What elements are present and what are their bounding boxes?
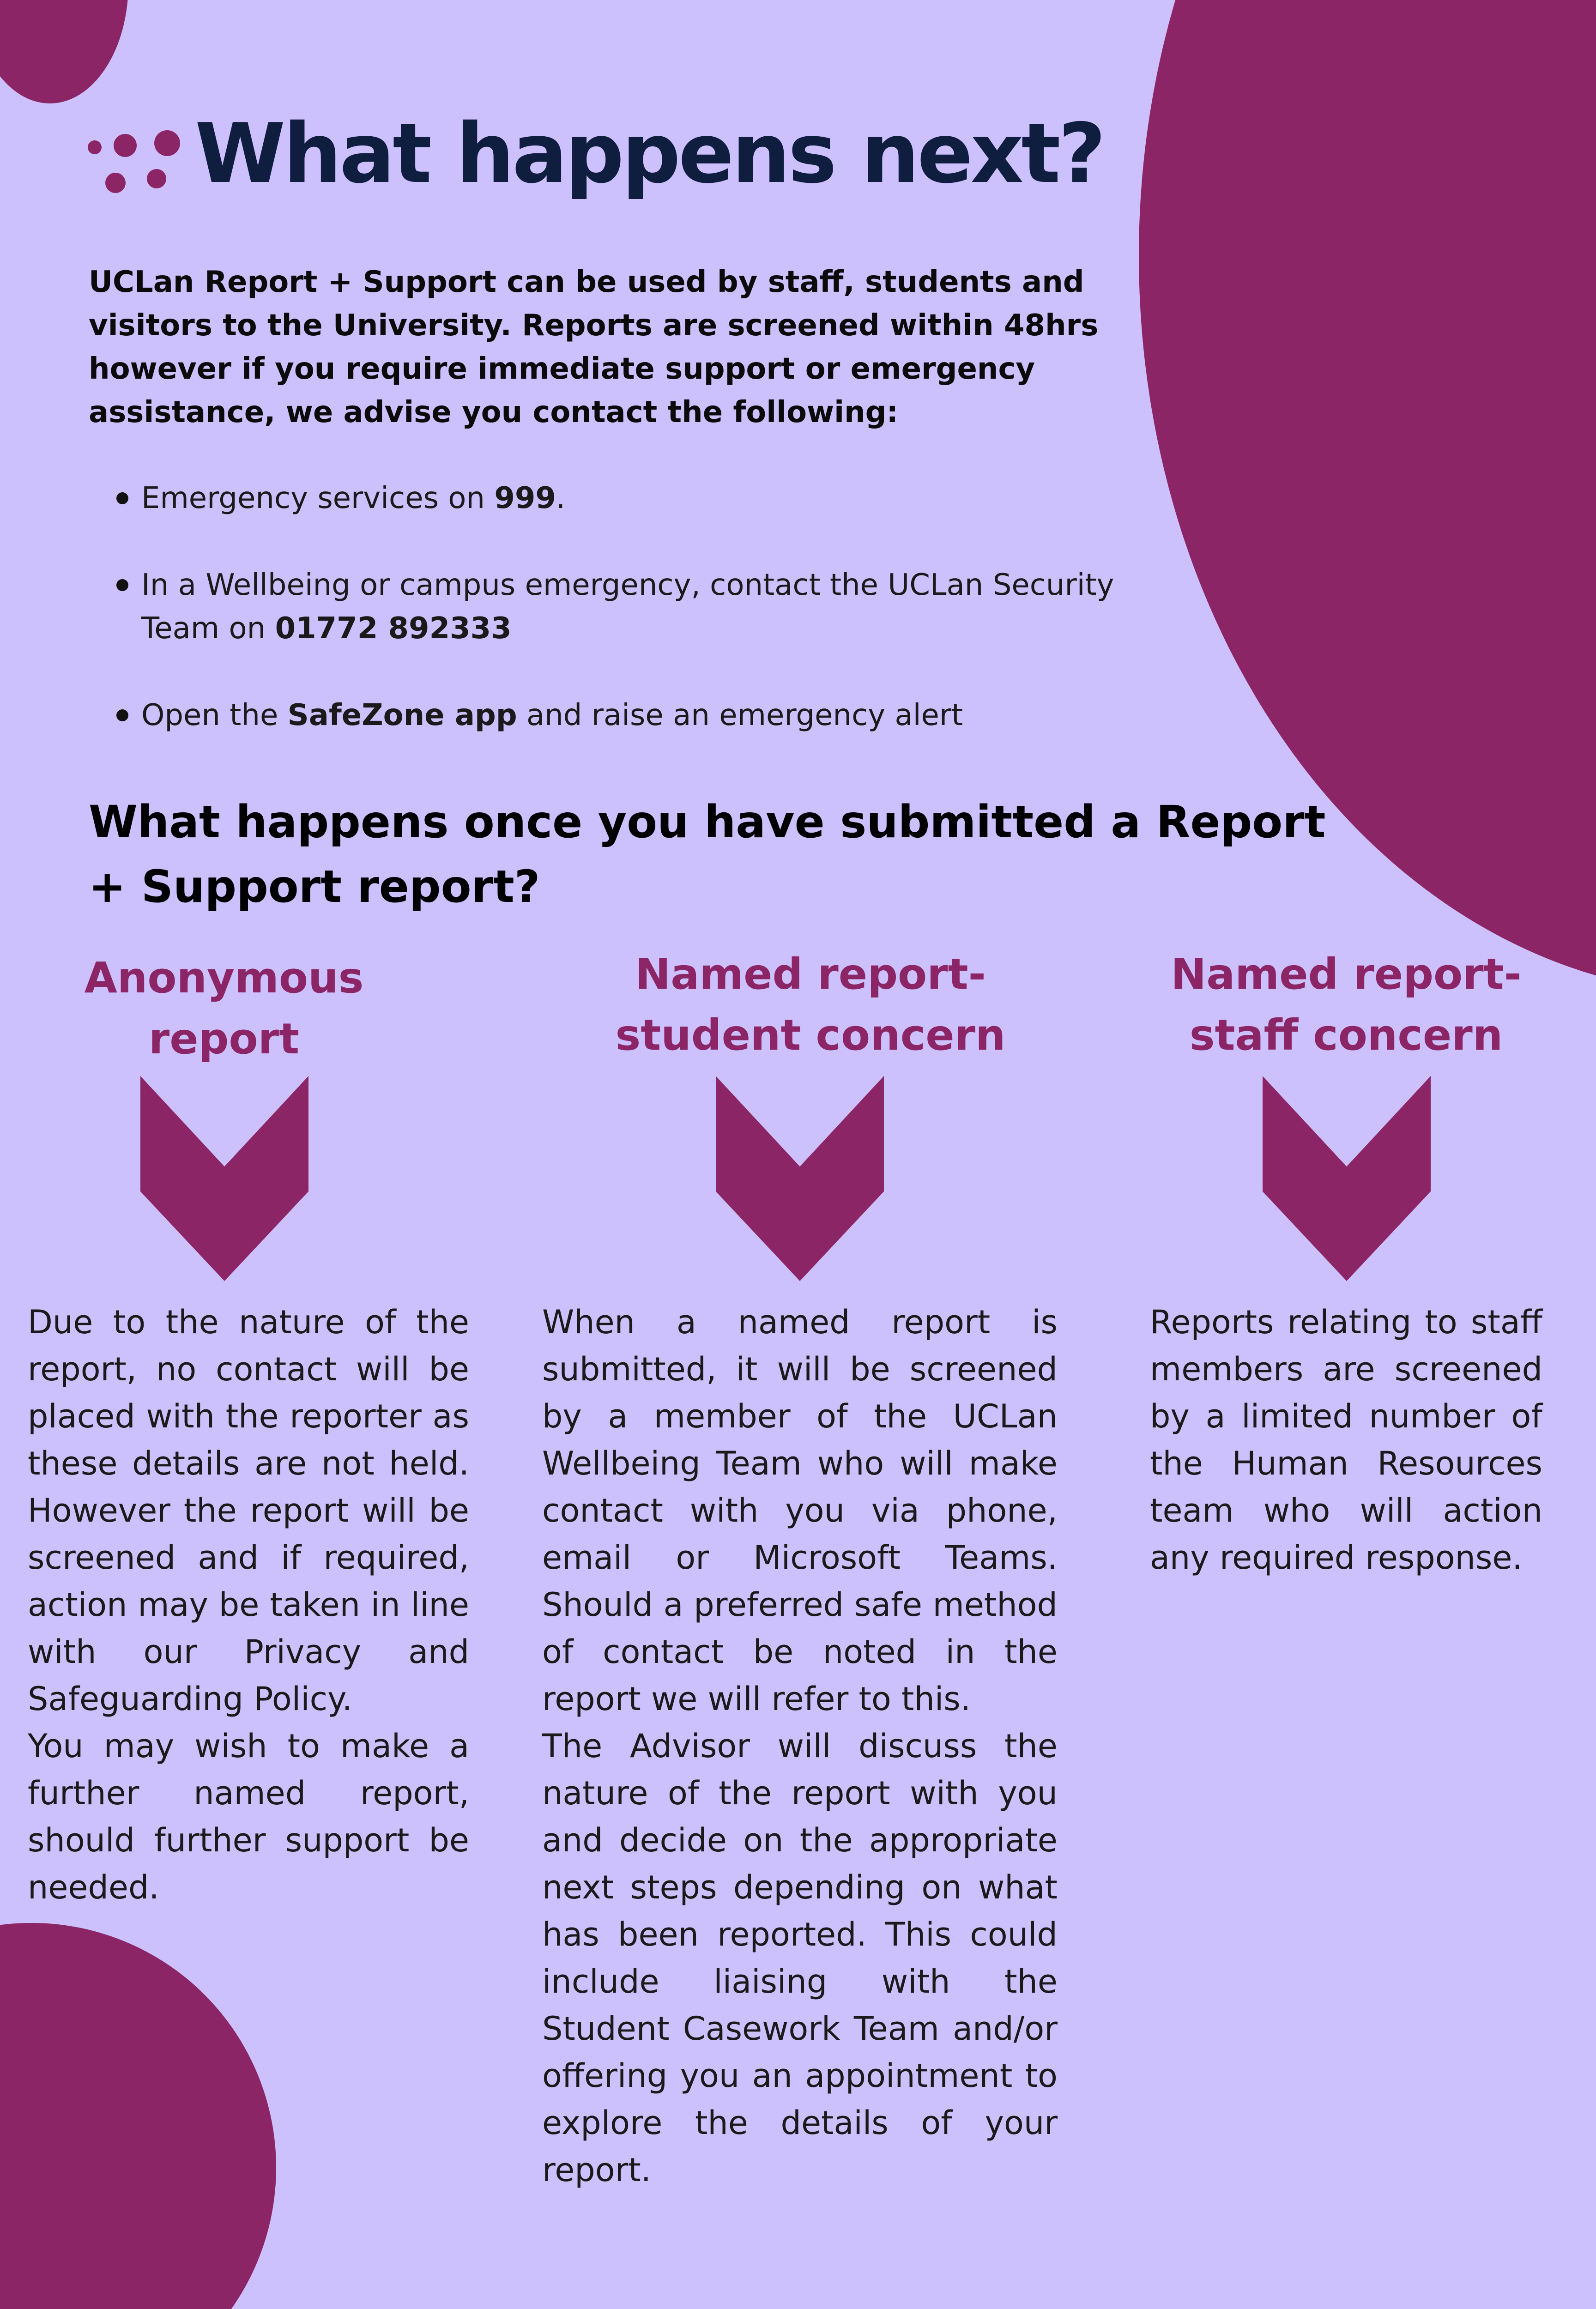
contact-number: 01772 892333 <box>275 611 512 646</box>
logo-dot <box>105 173 126 193</box>
column-paragraph: Reports relating to staff members are screened by a limited number of the Human Resources team who will action any required response. <box>1150 1303 1542 1577</box>
contact-item-safezone-app <box>89 694 1151 737</box>
decorative-circle-bottom-left <box>0 1923 276 2309</box>
contact-text: Emergency services on <box>141 481 495 515</box>
dots-logo-icon <box>88 130 183 195</box>
column-title-student: Named report-student concern <box>615 949 1006 1060</box>
column-title-staff: Named report-staff concern <box>1171 949 1522 1060</box>
contact-item-emergency-services <box>89 477 1151 520</box>
contact-text: Open the <box>141 698 288 732</box>
contact-text: In a Wellbeing or campus emergency, contact the UCLan Security Team on <box>141 568 1114 646</box>
column-paragraph: Due to the nature of the report, no contact will be placed with the reporter as these details are not held. However the report will be screened and if required, action may be taken in line with our Privacy and Safeguarding Policy. <box>28 1303 469 1718</box>
chevron-down-icon <box>140 1076 308 1281</box>
chevron-down-icon <box>1263 1076 1431 1281</box>
column-paragraph: The Advisor will discuss the nature of the report with you and decide on the appropriate next steps depending on what has been reported. This could include liaising with the Student Casework Team and/or offering you an appointment to explore the details of your report. <box>542 1727 1058 2189</box>
contact-number: 999 <box>494 481 556 515</box>
column-title-anonymous: Anonymous report <box>84 953 364 1064</box>
logo-dot <box>147 169 166 188</box>
column-paragraph: When a named report is submitted, it will be screened by a member of the UCLan Wellbeing Team who will make contact with you via phone, email or Microsoft Teams. Should a preferred safe method of contact be noted in the report we will refer to this. <box>542 1303 1058 1718</box>
section-heading: What happens once you have submitted a Report + Support report? <box>89 796 1326 913</box>
contact-app-name: SafeZone app <box>287 698 517 732</box>
logo-dot <box>88 140 102 154</box>
page-title: What happens next? <box>195 106 1104 201</box>
contact-item-security-team <box>89 563 1151 650</box>
contact-text-end: and raise an emergency alert <box>517 698 963 732</box>
contact-text-end: . <box>556 481 566 515</box>
logo-dot <box>154 130 180 156</box>
decorative-circle-top-left <box>0 0 128 103</box>
column-text-staff <box>1150 1299 1542 1581</box>
intro-paragraph: UCLan Report + Support can be used by staff, students and visitors to the University. Reports are screened within 48hrs however if you require immediate support or emergency assistance, we advise you contact the following: <box>89 265 1099 429</box>
logo-dot <box>114 134 137 157</box>
column-text-student <box>542 1299 1058 2194</box>
column-paragraph: You may wish to make a further named report, should further support be needed. <box>28 1727 469 1906</box>
column-text-anonymous <box>28 1299 469 1911</box>
chevron-down-icon <box>716 1076 884 1281</box>
emergency-contacts-list <box>89 477 1151 737</box>
